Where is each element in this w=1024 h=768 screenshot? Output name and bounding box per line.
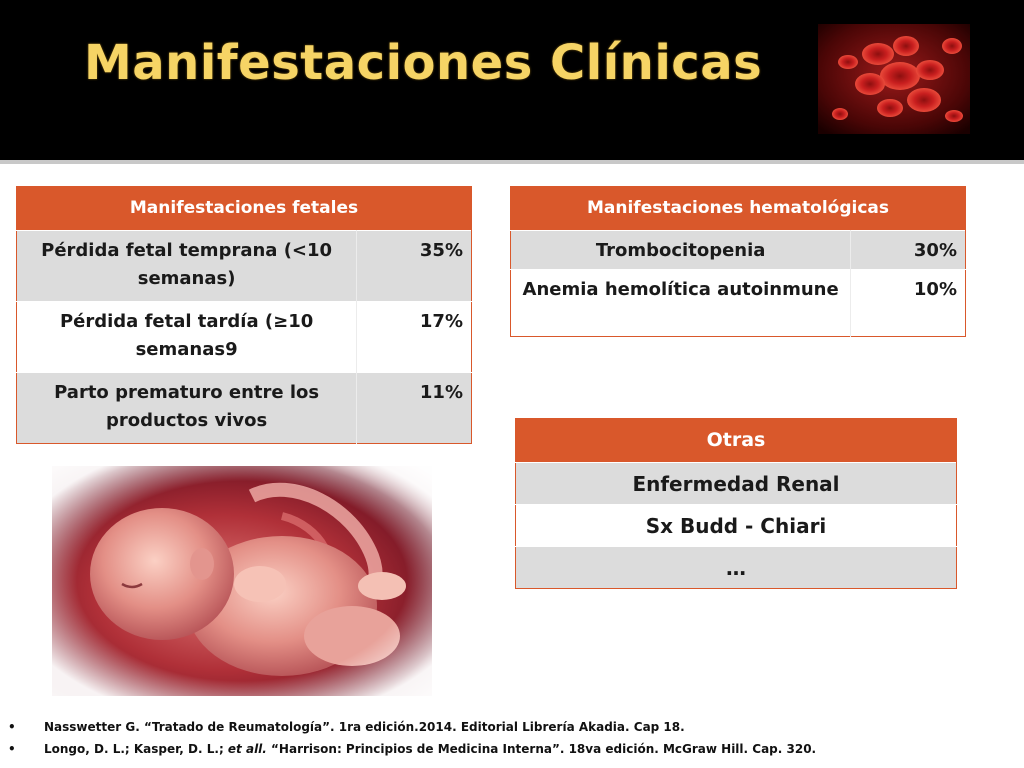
- otras-table-header: Otras: [516, 418, 957, 463]
- reference-item: [0, 716, 1024, 738]
- reference-text: [44, 738, 816, 760]
- other-manifestations-table: [515, 418, 957, 589]
- table-row: [516, 505, 957, 547]
- fetus-in-womb-photo: [52, 466, 432, 696]
- fetus-illustration: [52, 466, 432, 696]
- hema-table-header: Manifestaciones hematológicas: [511, 186, 966, 231]
- table-row: [17, 302, 472, 373]
- row-label: …: [516, 547, 957, 589]
- row-value: 10%: [851, 270, 966, 337]
- reference-text-italic: et all.: [227, 742, 267, 756]
- table-row: [17, 373, 472, 444]
- row-label: Parto prematuro entre los productos vivos: [17, 373, 357, 444]
- table-header-row: [516, 418, 957, 463]
- slide-title: Manifestaciones Clínicas: [84, 35, 763, 91]
- red-blood-cells-image: [818, 24, 970, 134]
- table-row: [511, 270, 966, 337]
- row-value: 35%: [357, 231, 472, 302]
- fetal-table-header: Manifestaciones fetales: [17, 186, 472, 231]
- table-row: [17, 231, 472, 302]
- reference-text: Nasswetter G. “Tratado de Reumatología”. 1ra edición.2014. Editorial Librería Akadia. Cap 18.: [44, 720, 685, 734]
- title-divider: [0, 160, 1024, 164]
- table-row: [516, 547, 957, 589]
- row-label: Anemia hemolítica autoinmune: [511, 270, 851, 337]
- bullet: •: [8, 720, 16, 734]
- bullet: •: [8, 742, 16, 756]
- row-label: Trombocitopenia: [511, 231, 851, 270]
- table-header-row: [17, 186, 472, 231]
- row-value: 11%: [357, 373, 472, 444]
- red-blood-cells-illustration: [818, 24, 970, 134]
- reference-item: [0, 738, 1024, 760]
- row-label: Pérdida fetal tardía (≥10 semanas9: [17, 302, 357, 373]
- table-row: [516, 463, 957, 505]
- row-value: 17%: [357, 302, 472, 373]
- hematological-manifestations-table: [510, 186, 966, 337]
- row-label: Enfermedad Renal: [516, 463, 957, 505]
- table-row: [511, 231, 966, 270]
- reference-text-start: Longo, D. L.; Kasper, D. L.;: [44, 742, 228, 756]
- references-list: [0, 716, 1024, 760]
- row-value: 30%: [851, 231, 966, 270]
- reference-text-end: “Harrison: Principios de Medicina Interna”. 18va edición. McGraw Hill. Cap. 320.: [266, 742, 817, 756]
- row-label: Sx Budd - Chiari: [516, 505, 957, 547]
- fetal-manifestations-table: [16, 186, 472, 444]
- table-header-row: [511, 186, 966, 231]
- row-label: Pérdida fetal temprana (<10 semanas): [17, 231, 357, 302]
